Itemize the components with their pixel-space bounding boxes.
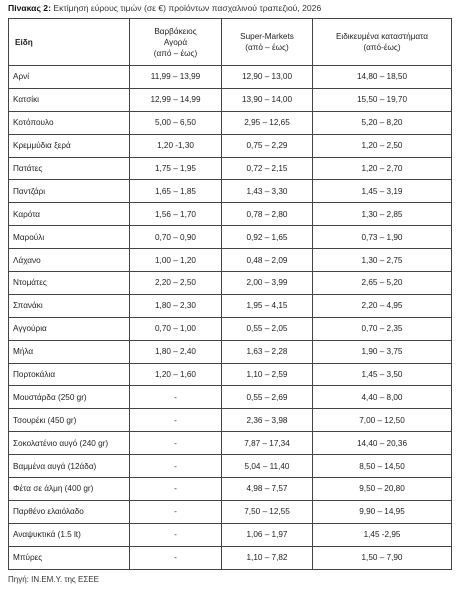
source-note: Πηγή: ΙΝ.ΕΜ.Υ. της ΕΣΕΕ	[8, 575, 99, 584]
supermarket-price-cell: 2,95 – 12,65	[222, 111, 313, 134]
table-row	[9, 455, 452, 478]
specialty-store-price-cell: 1,50 – 7,90	[313, 546, 452, 569]
table-row	[9, 134, 452, 157]
specialty-store-price-cell: 2,65 – 5,20	[313, 272, 452, 295]
item-name-cell: Αρνί	[9, 66, 130, 89]
item-name-cell: Μήλα	[9, 340, 130, 363]
item-name-cell: Κοτόπουλο	[9, 111, 130, 134]
supermarket-price-cell: 1,06 – 1,97	[222, 523, 313, 546]
varvakeios-price-cell: 2,20 – 2,50	[130, 272, 222, 295]
item-name-cell: Καρότα	[9, 203, 130, 226]
header-specialty-line1: Ειδικευμένα καταστήματα	[335, 32, 429, 41]
item-name-cell: Μπύρες	[9, 546, 130, 569]
varvakeios-price-cell: 11,99 – 13,99	[130, 66, 222, 89]
table-row	[9, 157, 452, 180]
varvakeios-price-cell: 1,80 – 2,30	[130, 294, 222, 317]
table-row	[9, 66, 452, 89]
supermarket-price-cell: 0,75 – 2,29	[222, 134, 313, 157]
specialty-store-price-cell: 14,40 – 20,36	[313, 432, 452, 455]
varvakeios-price-cell: 1,20 -1,30	[130, 134, 222, 157]
supermarket-price-cell: 1,95 – 4,15	[222, 294, 313, 317]
item-name-cell: Αγγούρια	[9, 317, 130, 340]
table-row	[9, 317, 452, 340]
varvakeios-price-cell: 1,00 – 1,20	[130, 249, 222, 272]
varvakeios-price-cell: 5,00 – 6,50	[130, 111, 222, 134]
supermarket-price-cell: 0,55 – 2,69	[222, 386, 313, 409]
table-caption	[8, 3, 321, 13]
varvakeios-price-cell: -	[130, 432, 222, 455]
varvakeios-price-cell: 12,99 – 14,99	[130, 88, 222, 111]
table-body	[9, 66, 452, 570]
specialty-store-price-cell: 9,90 – 14,95	[313, 500, 452, 523]
header-supermarkets	[222, 19, 313, 66]
supermarket-price-cell: 0,48 – 2,09	[222, 249, 313, 272]
header-items-label: Είδη	[15, 37, 33, 47]
specialty-store-price-cell: 1,30 – 2,75	[313, 249, 452, 272]
table-row	[9, 500, 452, 523]
supermarket-price-cell: 1,43 – 3,30	[222, 180, 313, 203]
table-row	[9, 340, 452, 363]
table-row	[9, 111, 452, 134]
varvakeios-price-cell: 0,70 – 0,90	[130, 226, 222, 249]
specialty-store-price-cell: 7,00 – 12,50	[313, 409, 452, 432]
specialty-store-price-cell: 1,45 – 3,19	[313, 180, 452, 203]
item-name-cell: Σοκολατένιο αυγό (240 gr)	[9, 432, 130, 455]
specialty-store-price-cell: 8,50 – 14,50	[313, 455, 452, 478]
supermarket-price-cell: 0,72 – 2,15	[222, 157, 313, 180]
caption-label: Πίνακας 2:	[8, 3, 51, 13]
supermarket-price-cell: 5,04 – 11,40	[222, 455, 313, 478]
item-name-cell: Μουστάρδα (250 gr)	[9, 386, 130, 409]
varvakeios-price-cell: -	[130, 523, 222, 546]
varvakeios-price-cell: -	[130, 386, 222, 409]
item-name-cell: Μαρούλι	[9, 226, 130, 249]
specialty-store-price-cell: 0,73 – 1,90	[313, 226, 452, 249]
header-varvakeios	[130, 19, 222, 66]
header-varvakeios-line3: (από – έως)	[153, 48, 198, 58]
varvakeios-price-cell: 1,80 – 2,40	[130, 340, 222, 363]
supermarket-price-cell: 2,36 – 3,98	[222, 409, 313, 432]
specialty-store-price-cell: 5,20 – 8,20	[313, 111, 452, 134]
supermarket-price-cell: 0,78 – 2,80	[222, 203, 313, 226]
item-name-cell: Βαμμένα αυγά (12άδα)	[9, 455, 130, 478]
header-varvakeios-line2: Αγορά	[163, 37, 188, 47]
varvakeios-price-cell: 1,56 – 1,70	[130, 203, 222, 226]
item-name-cell: Φέτα σε άλμη (400 gr)	[9, 478, 130, 501]
specialty-store-price-cell: 4,40 – 8,00	[313, 386, 452, 409]
varvakeios-price-cell: 1,75 – 1,95	[130, 157, 222, 180]
table-row	[9, 88, 452, 111]
header-row	[9, 19, 452, 66]
caption-text: Εκτίμηση εύρους τιμών (σε €) προϊόντων πασχαλινού τραπεζιού, 2026	[50, 3, 322, 13]
header-supermarkets-line2: (από – έως)	[245, 43, 289, 52]
supermarket-price-cell: 13,90 – 14,00	[222, 88, 313, 111]
item-name-cell: Αναψυκτικά (1.5 lt)	[9, 523, 130, 546]
item-name-cell: Παρθένο ελαιόλαδο	[9, 500, 130, 523]
supermarket-price-cell: 7,50 – 12,55	[222, 500, 313, 523]
table-row	[9, 546, 452, 569]
varvakeios-price-cell: -	[130, 546, 222, 569]
supermarket-price-cell: 2,00 – 3,99	[222, 272, 313, 295]
item-name-cell: Παντζάρι	[9, 180, 130, 203]
varvakeios-price-cell: 1,65 – 1,85	[130, 180, 222, 203]
item-name-cell: Λάχανο	[9, 249, 130, 272]
varvakeios-price-cell: -	[130, 455, 222, 478]
specialty-store-price-cell: 1,90 – 3,75	[313, 340, 452, 363]
table-row	[9, 249, 452, 272]
header-supermarkets-line1: Super-Markets	[240, 32, 294, 41]
header-varvakeios-line1: Βαρβάκειος	[154, 26, 197, 36]
varvakeios-price-cell: -	[130, 478, 222, 501]
item-name-cell: Πορτοκάλια	[9, 363, 130, 386]
item-name-cell: Σπανάκι	[9, 294, 130, 317]
specialty-store-price-cell: 1,45 – 3,50	[313, 363, 452, 386]
table-row	[9, 432, 452, 455]
supermarket-price-cell: 0,55 – 2,05	[222, 317, 313, 340]
table-row	[9, 409, 452, 432]
price-table	[8, 18, 452, 570]
table-row	[9, 363, 452, 386]
item-name-cell: Ντομάτες	[9, 272, 130, 295]
header-items	[9, 19, 130, 66]
specialty-store-price-cell: 9,50 – 20,80	[313, 478, 452, 501]
header-specialty-stores	[313, 19, 452, 66]
table-row	[9, 272, 452, 295]
item-name-cell: Κατσίκι	[9, 88, 130, 111]
supermarket-price-cell: 1,10 – 2,59	[222, 363, 313, 386]
varvakeios-price-cell: 1,20 – 1,60	[130, 363, 222, 386]
varvakeios-price-cell: -	[130, 409, 222, 432]
varvakeios-price-cell: -	[130, 500, 222, 523]
table-row	[9, 226, 452, 249]
item-name-cell: Τσουρέκι (450 gr)	[9, 409, 130, 432]
table-row	[9, 203, 452, 226]
supermarket-price-cell: 7,87 – 17,34	[222, 432, 313, 455]
specialty-store-price-cell: 15,50 – 19,70	[313, 88, 452, 111]
specialty-store-price-cell: 2,20 – 4,95	[313, 294, 452, 317]
item-name-cell: Κρεμμύδια ξερά	[9, 134, 130, 157]
supermarket-price-cell: 0,92 – 1,65	[222, 226, 313, 249]
supermarket-price-cell: 1,10 – 7,82	[222, 546, 313, 569]
header-specialty-line2: (από-έως)	[363, 43, 401, 52]
table-row	[9, 523, 452, 546]
supermarket-price-cell: 1,63 – 2,28	[222, 340, 313, 363]
table-row	[9, 180, 452, 203]
specialty-store-price-cell: 1,45 -2,95	[313, 523, 452, 546]
table-row	[9, 294, 452, 317]
specialty-store-price-cell: 1,20 – 2,70	[313, 157, 452, 180]
specialty-store-price-cell: 1,30 – 2,85	[313, 203, 452, 226]
varvakeios-price-cell: 0,70 – 1,00	[130, 317, 222, 340]
table-row	[9, 386, 452, 409]
specialty-store-price-cell: 14,80 – 18,50	[313, 66, 452, 89]
item-name-cell: Πατάτες	[9, 157, 130, 180]
supermarket-price-cell: 12,90 – 13,00	[222, 66, 313, 89]
table-row	[9, 478, 452, 501]
specialty-store-price-cell: 0,70 – 2,35	[313, 317, 452, 340]
specialty-store-price-cell: 1,20 – 2,50	[313, 134, 452, 157]
supermarket-price-cell: 4,98 – 7,57	[222, 478, 313, 501]
